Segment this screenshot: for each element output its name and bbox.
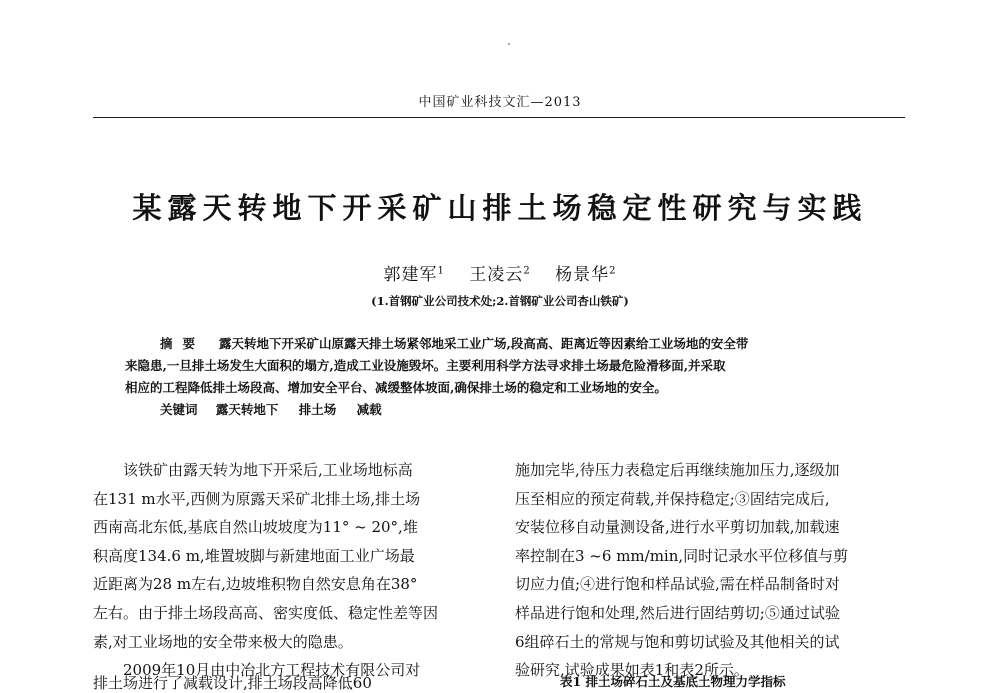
body-line: 样品进行饱和处理,然后进行固结剪切;⑤通过试验 — [515, 603, 840, 622]
author — [469, 265, 530, 285]
abstract-line: 相应的工程降低排土场段高、增加安全平台、减缓整体坡面,确保排土场的稳定和工业场地的安全。 — [125, 380, 667, 395]
body-line: 率控制在3 ~6 mm/min,同时记录水平位移值与剪 — [515, 546, 849, 565]
body-line: 该铁矿由露天转为地下开采后,工业场地标高 — [123, 461, 413, 479]
author-name: 杨景华 — [555, 265, 610, 285]
author-affil-mark: 2 — [523, 265, 531, 277]
body-column-left — [93, 456, 485, 685]
keywords-row — [125, 399, 877, 421]
author-affil-mark: 2 — [609, 265, 617, 277]
abstract-text: 露天转地下开采矿山原露天排土场紧邻地采工业广场,段高高、距离近等因素给工业场地的安全带 — [219, 336, 749, 351]
keyword: 露天转地下 — [215, 402, 279, 417]
body-line: 2009年10月由中冶北方工程技术有限公司对 — [123, 661, 421, 680]
author — [555, 265, 616, 285]
body-line: 素,对工业场地的安全带来极大的隐患。 — [93, 632, 353, 651]
abstract-line: 来隐患,一旦排土场发生大面积的塌方,造成工业设施毁坏。主要利用科学方法寻求排土场最危险滑移面,并采取 — [125, 358, 726, 373]
abstract-label: 摘要 — [160, 336, 206, 351]
body-line: 6组碎石土的常规与饱和剪切试验及其他相关的试 — [515, 632, 840, 651]
abstract-line — [125, 333, 877, 355]
journal-header: 中国矿业科技文汇—2013 — [418, 95, 582, 110]
body-line: 切应力值;④进行饱和样品试验,需在样品制备时对 — [515, 575, 840, 594]
body-line: 压至相应的预定荷载,并保持稳定;③固结完成后, — [515, 489, 830, 508]
table-caption: 表1 排土场碎石土及基底土物理力学指标 — [560, 674, 786, 689]
author-name: 王凌云 — [469, 265, 524, 285]
author-name: 郭建军 — [383, 265, 438, 285]
body-line: 左右。由于排土场段高高、密实度低、稳定性差等因 — [93, 603, 439, 622]
body-line: 施加完毕,待压力表稳定后再继续施加压力,逐级加 — [515, 461, 840, 479]
keyword: 减载 — [356, 402, 382, 417]
header-rule — [93, 117, 905, 118]
author — [384, 265, 445, 285]
body-column-right — [515, 456, 907, 685]
body-line: 安装位移自动量测设备,进行水平剪切加载,加载速 — [515, 518, 840, 537]
keywords-label: 关键词 — [160, 402, 198, 417]
abstract-block — [125, 333, 877, 421]
scan-speck — [508, 43, 510, 45]
paper-title: 某露天转地下开采矿山排土场稳定性研究与实践 — [132, 191, 868, 225]
author-affil-mark: 1 — [437, 265, 445, 277]
body-line: 近距离为28 m左右,边坡堆积物自然安息角在38° — [93, 575, 418, 594]
body-line: 在131 m水平,西侧为原露天采矿北排土场,排土场 — [93, 489, 421, 508]
author-list — [0, 260, 1000, 285]
body-line: 积高度134.6 m,堆置坡脚与新建地面工业广场最 — [93, 546, 415, 565]
keyword: 排土场 — [298, 402, 337, 417]
affiliations: (1.首钢矿业公司技术处;2.首钢矿业公司杏山铁矿) — [371, 294, 629, 308]
body-line: 验研究,试验成果如表1和表2所示。 — [515, 661, 749, 680]
body-line-cut: 排土场进行了减载设计,排土场段高降低60 — [93, 674, 372, 692]
body-line: 西南高北东低,基底自然山坡坡度为11° ~ 20°,堆 — [93, 518, 418, 537]
